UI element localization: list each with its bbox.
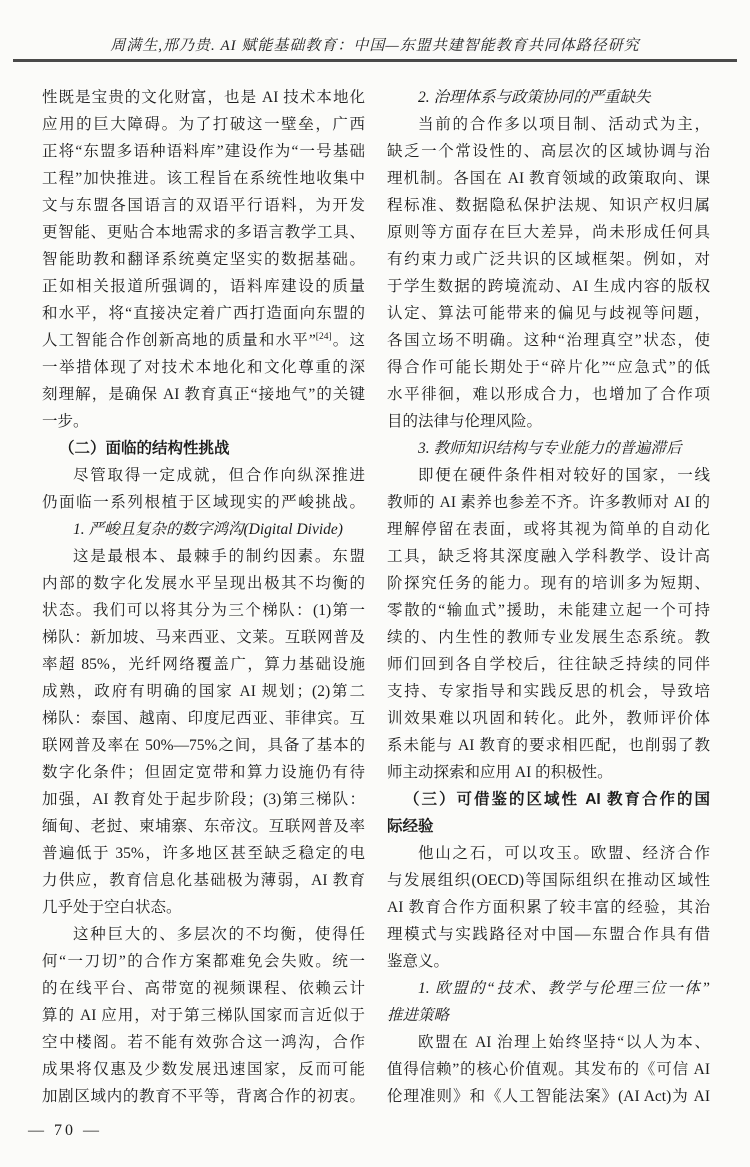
text-line: 当前的合作多以项目制、活动式为主， (418, 116, 710, 133)
text-line: 零散的“输血式”援助，未能建立起一个可持 (387, 602, 710, 619)
text-line: 何“一刀切”的合作方案都难免会失败。统一 (42, 953, 365, 970)
text-line: 加剧区域内的教育不平等，背离合作的初衷。 (42, 1088, 365, 1105)
text-line: 刻理解，是确保 AI 教育真正“接地气”的关键 (42, 386, 365, 403)
text-line: 有约束力或广泛共识的区域框架。例如，对 (387, 251, 710, 268)
text-line: 伦理准则》和《人工智能法案》(AI Act)为 AI (387, 1088, 710, 1105)
text-line: 仍面临一系列根植于区域现实的严峻挑战。 (42, 494, 365, 511)
text-line: 欧盟在 AI 治理上始终坚持“以人为本、 (418, 1034, 710, 1051)
text-line: 梯队：新加坡、马来西亚、文莱。互联网普及 (42, 629, 365, 646)
text-line: 原则等方面存在巨大差异，尚未形成任何具 (387, 224, 710, 241)
subsection-heading: 1. 欧盟的“技术、教学与伦理三位一体” (418, 980, 710, 997)
section-heading: 际经验 (387, 818, 434, 835)
article-body (42, 84, 709, 1110)
text-line: 性既是宝贵的文化财富，也是 AI 技术本地化 (42, 89, 365, 106)
text-line: 于学生数据的跨境流动、AI 生成内容的版权 (387, 278, 710, 295)
text-line: 与发展组织(OECD)等国际组织在推动区域性 (387, 872, 710, 889)
text-line: 状态。我们可以将其分为三个梯队：(1)第一 (42, 602, 365, 619)
text-line: 教师的 AI 素养也参差不齐。许多教师对 AI 的 (387, 494, 710, 511)
subsection-heading: 3. 教师知识结构与专业能力的普遍滞后 (418, 440, 682, 457)
text-line: 值得信赖”的核心价值观。其发布的《可信 AI (387, 1061, 710, 1078)
text-line: 师主动探索和应用 AI 的积极性。 (387, 764, 613, 781)
text-line: 几乎处于空白状态。 (42, 899, 182, 916)
subsection-heading: 推进策略 (387, 1007, 450, 1024)
text-line: 率超 85%，光纤网络覆盖广，算力基础设施 (42, 656, 365, 673)
text-line: 更智能、更贴合本地需求的多语言教学工具、 (42, 224, 365, 241)
text-line: 鉴意义。 (387, 953, 450, 970)
text-line: 师们回到各自学校后，往往缺乏持续的同伴 (387, 656, 710, 673)
text-line: 智能助教和翻译系统奠定坚实的数据基础。 (42, 251, 365, 268)
text-line: 工程”加快推进。该工程旨在系统性地收集中 (42, 170, 365, 187)
text-line: 认定、算法可能带来的偏见与歧视等问题， (387, 305, 710, 322)
page-number: — 70 — (28, 1122, 102, 1139)
text-line: 算的 AI 应用，对于第三梯队国家而言近似于 (42, 1007, 365, 1024)
text-line: 系未能与 AI 教育的要求相匹配，也削弱了教 (387, 737, 710, 754)
text-line: 数字化条件；但固定宽带和算力设施仍有待 (42, 764, 365, 781)
text-line: 支持、专家指导和实践反思的机会，导致培 (387, 683, 710, 700)
text-line: 加强，AI 教育处于起步阶段；(3)第三梯队： (42, 791, 365, 808)
text-line: 这是最根本、最棘手的制约因素。东盟 (73, 548, 365, 565)
text-line: 力供应，教育信息化基础极为薄弱，AI 教育 (42, 872, 365, 889)
text-line: 一举措体现了对技术本地化和文化尊重的深 (42, 359, 365, 376)
text-line: 程标准、数据隐私保护法规、知识产权归属 (387, 197, 710, 214)
text-line: AI 教育合作方面积累了较丰富的经验，其治 (387, 899, 710, 916)
text-line: 应用的巨大障碍。为了打破这一壁垒，广西 (42, 116, 365, 133)
text-line: 训效果难以巩固和转化。此外，教师评价体 (387, 710, 710, 727)
text-line: 联网普及率在 50%—75%之间，具备了基本的 (42, 737, 365, 754)
text-line: 普遍低于 35%，许多地区甚至缺乏稳定的电 (42, 845, 365, 862)
text-line: 的在线平台、高带宽的视频课程、依赖云计 (42, 980, 365, 997)
text-line: 缺乏一个常设性的、高层次的区域协调与治 (387, 143, 710, 160)
text-line: 正如相关报道所强调的，语料库建设的质量 (42, 278, 365, 295)
text-line: 成果将仅惠及少数发展迅速国家，反而可能 (42, 1061, 365, 1078)
text-line: 水平徘徊，难以形成合力，也增加了合作项 (387, 386, 710, 403)
text-line: 得合作可能长期处于“碎片化”“应急式”的低 (387, 359, 710, 376)
text-line: 尽管取得一定成就，但合作向纵深推进 (73, 467, 365, 484)
text-line: 阶探究任务的能力。现有的培训多为短期、 (387, 575, 710, 592)
text-line: 梯队：泰国、越南、印度尼西亚、菲律宾。互 (42, 710, 365, 727)
text-line: 一步。 (42, 413, 89, 430)
text-line: 文与东盟各国语言的双语平行语料，为开发 (42, 197, 365, 214)
section-heading: （三）可借鉴的区域性 AI 教育合作的国 (404, 791, 710, 808)
text-line: 即便在硬件条件相对较好的国家，一线 (418, 467, 710, 484)
text-line: 工具，缺乏将其深度融入学科教学、设计高 (387, 548, 710, 565)
text-line: 这种巨大的、多层次的不均衡，使得任 (73, 926, 365, 943)
text-line: 正将“东盟多语种语料库”建设作为“一号基础 (42, 143, 365, 160)
text-line: 理模式与实践路径对中国—东盟合作具有借 (387, 926, 710, 943)
right-column (387, 84, 710, 1110)
text-line: 缅甸、老挝、柬埔寨、东帝汶。互联网普及率 (42, 818, 365, 835)
subsection-heading: 1. 严峻且复杂的数字鸿沟(Digital Divide) (73, 521, 343, 538)
left-column (42, 84, 365, 1110)
citation-marker: [24] (315, 331, 332, 342)
text-line: 和水平，将“直接决定着广西打造面向东盟的 (42, 305, 365, 322)
text-line: 目的法律与伦理风险。 (387, 413, 543, 430)
text-line: 他山之石，可以攻玉。欧盟、经济合作 (418, 845, 710, 862)
header-rule (13, 59, 737, 62)
text-line: 内部的数字化发展水平呈现出极其不均衡的 (42, 575, 365, 592)
text-line: 续的、内生性的教师专业发展生态系统。教 (387, 629, 710, 646)
text-line: 理机制。各国在 AI 教育领域的政策取向、课 (387, 170, 710, 187)
text-line: 人工智能合作创新高地的质量和水平”[24]。这 (42, 331, 365, 349)
text-line: 成熟，政府有明确的国家 AI 规划；(2)第二 (42, 683, 365, 700)
section-heading: （二）面临的结构性挑战 (59, 440, 230, 457)
subsection-heading: 2. 治理体系与政策协同的严重缺失 (418, 89, 651, 106)
text-line: 各国立场不明确。这种“治理真空”状态，使 (387, 332, 710, 349)
running-head: 周满生,邢乃贵. AI 赋能基础教育：中国—东盟共建智能教育共同体路径研究 (110, 38, 640, 54)
text-line: 理解停留在表面，或将其视为简单的自动化 (387, 521, 710, 538)
text-line: 空中楼阁。若不能有效弥合这一鸿沟，合作 (42, 1034, 365, 1051)
